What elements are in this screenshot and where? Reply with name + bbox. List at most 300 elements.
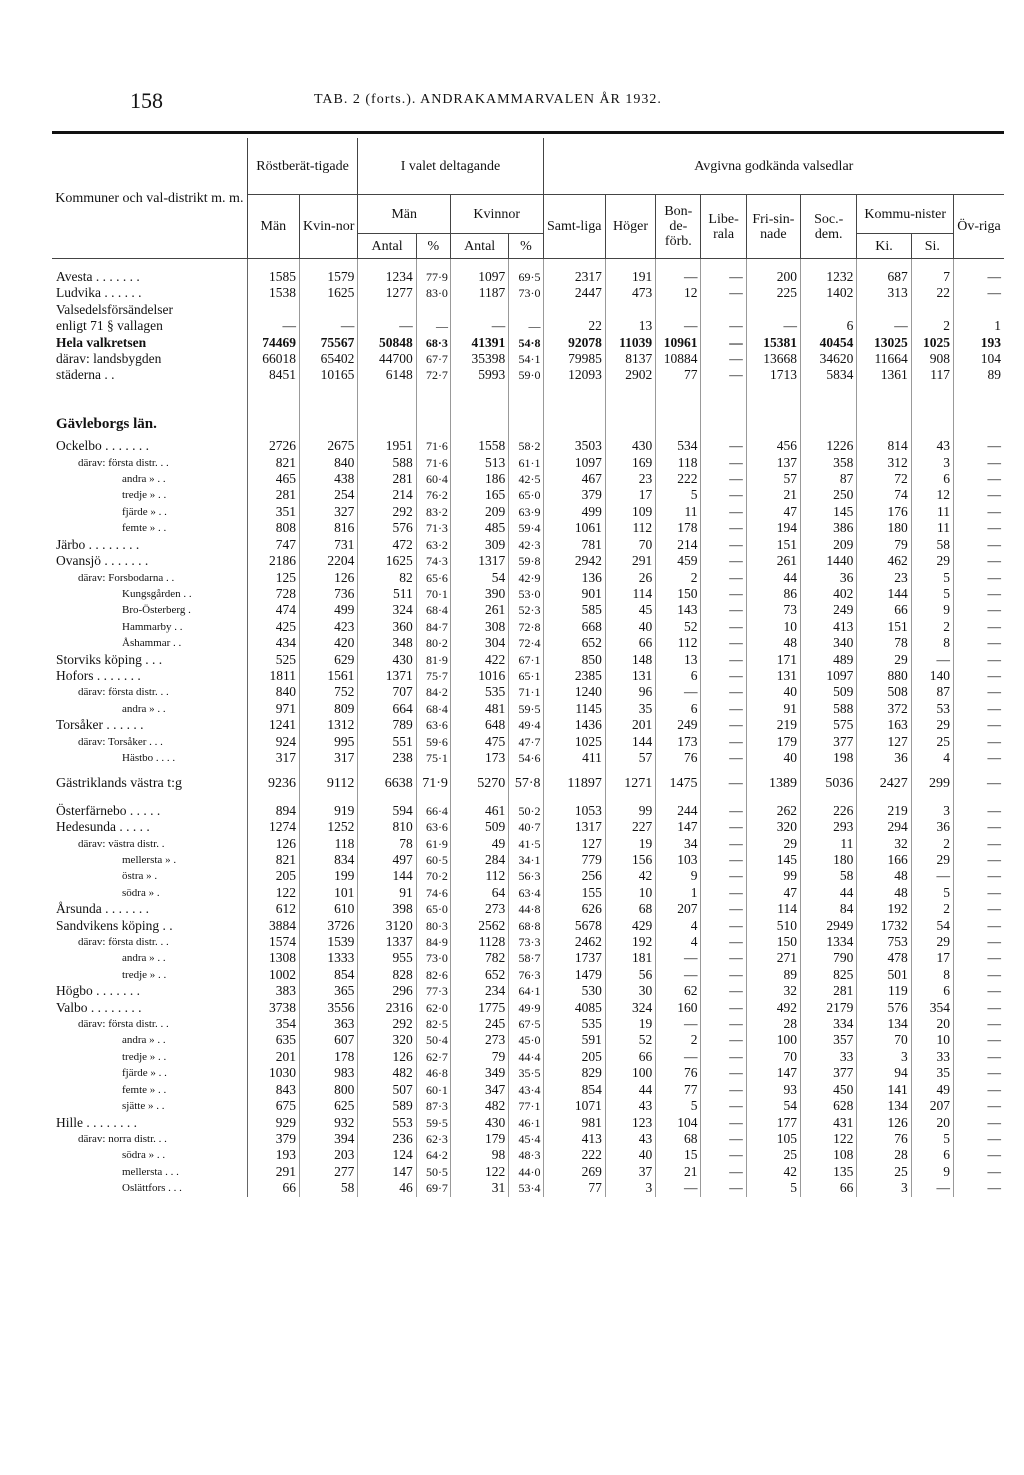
table-cell: 422	[450, 652, 508, 668]
table-cell: 209	[450, 504, 508, 520]
spacer-row	[52, 793, 1004, 803]
table-cell: 214	[656, 537, 701, 553]
table-cell: 58	[300, 1180, 358, 1196]
table-cell: 9	[911, 602, 953, 618]
table-cell: 585	[543, 602, 605, 618]
table-cell: —	[701, 1065, 746, 1081]
table-cell: —	[987, 285, 1001, 301]
table-row	[52, 367, 1004, 383]
table-cell: 456	[746, 438, 800, 454]
table-cell: 1402	[801, 285, 857, 301]
table-cell: 72·7	[416, 367, 450, 383]
table-row	[52, 537, 1004, 553]
table-cell: 66	[605, 635, 655, 651]
table-cell: 205	[543, 1049, 605, 1065]
table-cell: 423	[300, 619, 358, 635]
table-cell: 74·6	[416, 885, 450, 901]
table-cell: 291	[247, 1164, 299, 1180]
table-cell: 354	[247, 1016, 299, 1032]
table-cell: —	[656, 1180, 701, 1196]
table-cell: 459	[656, 553, 701, 569]
table-row	[52, 852, 1004, 868]
table-cell: 1097	[450, 269, 508, 285]
table-cell: 71·6	[416, 455, 450, 471]
table-cell: 854	[300, 967, 358, 983]
table-cell: 1234	[358, 269, 416, 285]
table-cell: —	[701, 1049, 746, 1065]
table-cell: 12093	[543, 367, 605, 383]
table-cell	[358, 406, 416, 438]
table-cell: 1558	[450, 438, 508, 454]
table-cell: 63·9	[509, 504, 543, 520]
table-cell: 117	[911, 367, 953, 383]
table-cell: 2	[656, 570, 701, 586]
table-cell: 9	[911, 1164, 953, 1180]
table-cell: 324	[358, 602, 416, 618]
table-cell: —	[987, 852, 1001, 867]
table-cell: 236	[358, 1131, 416, 1147]
table-cell: 462	[857, 553, 911, 569]
table-cell: 313	[857, 285, 911, 301]
table-row	[52, 1016, 1004, 1032]
table-cell	[746, 302, 800, 318]
col-hoger: Höger	[605, 195, 655, 259]
table-cell: 3	[911, 803, 953, 819]
table-cell: 173	[450, 750, 508, 766]
page-title: TAB. 2 (forts.). ANDRAKAMMARVALEN ÅR 1932.	[314, 92, 662, 107]
table-cell: 81·9	[416, 652, 450, 668]
row-label: Gävleborgs län.	[52, 406, 247, 438]
table-cell: 894	[247, 803, 299, 819]
table-cell: —	[987, 536, 1001, 552]
table-cell: 54	[746, 1098, 800, 1114]
table-cell: 810	[358, 819, 416, 835]
col-ovriga: Öv-riga	[953, 195, 1004, 259]
row-label: Bro-Österberg .	[52, 602, 247, 618]
table-cell: 1389	[746, 776, 800, 792]
table-cell: 126	[300, 570, 358, 586]
table-cell: 23	[857, 570, 911, 586]
table-cell: 413	[543, 1131, 605, 1147]
table-cell: 575	[801, 717, 857, 733]
table-header	[52, 138, 1004, 259]
table-cell: 652	[543, 635, 605, 651]
table-cell: 64	[450, 885, 508, 901]
table-cell: 576	[857, 1000, 911, 1016]
table-cell: 125	[247, 570, 299, 586]
table-cell: 69·7	[416, 1180, 450, 1196]
table-cell: 87	[911, 684, 953, 700]
table-cell: 7	[911, 269, 953, 285]
table-cell: 118	[300, 836, 358, 852]
table-cell: 5993	[450, 367, 508, 383]
table-cell: —	[987, 999, 1001, 1015]
table-cell: 1226	[801, 438, 857, 454]
table-cell: 73	[746, 602, 800, 618]
table-cell	[801, 302, 857, 318]
table-row	[52, 1180, 1004, 1196]
table-row	[52, 668, 1004, 684]
table-cell: —	[450, 318, 508, 334]
table-cell: 829	[543, 1065, 605, 1081]
table-cell: 43	[605, 1131, 655, 1147]
table-cell: 309	[450, 537, 508, 553]
table-cell: —	[987, 1114, 1001, 1130]
table-cell: 816	[300, 520, 358, 536]
table-cell: 66	[801, 1180, 857, 1196]
col-si: Si.	[911, 234, 953, 259]
table-cell: 1	[656, 885, 701, 901]
table-cell: 91	[746, 701, 800, 717]
table-cell: 747	[247, 537, 299, 553]
table-cell: 78	[358, 836, 416, 852]
table-cell: 68·4	[416, 701, 450, 717]
table-cell: 687	[857, 269, 911, 285]
table-cell: 163	[857, 717, 911, 733]
table-cell: 50·4	[416, 1032, 450, 1048]
table-cell: 789	[358, 717, 416, 733]
table-cell: 834	[300, 852, 358, 868]
spacer-row	[52, 384, 1004, 406]
table-cell: 6638	[358, 776, 416, 792]
table-cell: 64·2	[416, 1147, 450, 1163]
table-cell: 84·2	[416, 684, 450, 700]
table-cell: 800	[300, 1082, 358, 1098]
table-cell: 1	[994, 318, 1001, 334]
table-row	[52, 1065, 1004, 1081]
table-cell: 89	[746, 967, 800, 983]
table-cell: 475	[450, 734, 508, 750]
table-cell: 11664	[857, 351, 911, 367]
table-cell: 971	[247, 701, 299, 717]
table-cell: 5	[911, 570, 953, 586]
table-cell: 71·1	[509, 684, 543, 700]
table-cell: 840	[300, 455, 358, 471]
table-cell: 35	[605, 701, 655, 717]
row-label: Avesta . . . . . . .	[52, 269, 247, 285]
table-cell: 44·8	[509, 901, 543, 917]
table-cell: 1561	[300, 668, 358, 684]
table-cell: —	[987, 487, 1001, 503]
table-cell: 530	[543, 983, 605, 999]
col-rostberattigade: Röstberät-tigade	[247, 138, 358, 195]
table-cell: —	[701, 750, 746, 766]
col-antal-2: Antal	[450, 234, 508, 259]
table-cell: 12	[911, 487, 953, 503]
table-cell: 192	[605, 934, 655, 950]
table-cell: 114	[746, 901, 800, 917]
table-cell: 668	[543, 619, 605, 635]
table-cell: 525	[247, 652, 299, 668]
table-cell: 11	[911, 520, 953, 536]
table-cell: —	[987, 1032, 1001, 1048]
row-label: därav: första distr. . .	[52, 684, 247, 700]
table-cell: 101	[300, 885, 358, 901]
table-cell: 67·1	[509, 652, 543, 668]
table-cell: 752	[300, 684, 358, 700]
table-cell: 320	[746, 819, 800, 835]
table-cell: 79	[857, 537, 911, 553]
table-cell: 625	[300, 1098, 358, 1114]
table-cell: 843	[247, 1082, 299, 1098]
col-avgivna: Avgivna godkända valsedlar	[543, 138, 1004, 195]
table-cell: 171	[746, 652, 800, 668]
row-label: andra » . .	[52, 471, 247, 487]
table-cell: —	[987, 1130, 1001, 1146]
table-cell: 809	[300, 701, 358, 717]
table-cell: 122	[801, 1131, 857, 1147]
table-cell: 52	[605, 1032, 655, 1048]
table-cell: 610	[300, 901, 358, 917]
table-cell: 1240	[543, 684, 605, 700]
table-cell: —	[701, 570, 746, 586]
table-cell: 44700	[358, 351, 416, 367]
table-cell: 2902	[605, 367, 655, 383]
table-cell: —	[701, 586, 746, 602]
table-cell: 222	[543, 1147, 605, 1163]
table-cell: —	[701, 684, 746, 700]
table-cell: 3	[605, 1180, 655, 1196]
table-cell: —	[987, 917, 1001, 933]
table-cell: —	[701, 504, 746, 520]
table-cell: 181	[605, 950, 655, 966]
table-cell: 100	[746, 1032, 800, 1048]
page-number: 158	[130, 88, 163, 113]
table-cell: 284	[450, 852, 508, 868]
table-cell: 1312	[300, 717, 358, 733]
table-cell: 61·1	[509, 455, 543, 471]
table-cell: —	[746, 318, 800, 334]
table-cell: 84	[801, 901, 857, 917]
table-cell: 244	[656, 803, 701, 819]
table-cell: 15	[656, 1147, 701, 1163]
table-cell: 467	[543, 471, 605, 487]
table-row	[52, 750, 1004, 766]
table-cell: 2447	[543, 285, 605, 301]
table-cell: 53	[911, 701, 953, 717]
table-cell: 179	[450, 1131, 508, 1147]
table-cell: 1334	[801, 934, 857, 950]
table-cell: 6	[911, 471, 953, 487]
table-cell: 96	[605, 684, 655, 700]
table-cell: 66018	[247, 351, 299, 367]
table-cell: 22	[543, 318, 605, 334]
table-cell: 626	[543, 901, 605, 917]
table-cell: 144	[605, 734, 655, 750]
table-cell	[857, 406, 911, 438]
table-cell: 1030	[247, 1065, 299, 1081]
table-cell: 821	[247, 852, 299, 868]
table-cell: 854	[543, 1082, 605, 1098]
table-cell: —	[987, 1163, 1001, 1179]
table-cell: 10165	[300, 367, 358, 383]
table-cell: 434	[247, 635, 299, 651]
row-label: därav: första distr. . .	[52, 934, 247, 950]
table-cell: 72	[857, 471, 911, 487]
table-cell: 80·2	[416, 635, 450, 651]
table-cell: 52	[656, 619, 701, 635]
table-cell: 77	[656, 367, 701, 383]
table-body	[52, 259, 1004, 1197]
table-cell	[416, 406, 450, 438]
table-cell: 753	[857, 934, 911, 950]
table-cell	[801, 406, 857, 438]
table-cell: 1539	[300, 934, 358, 950]
table-cell: 10	[911, 1032, 953, 1048]
table-cell: 58·7	[509, 950, 543, 966]
table-cell: 36	[911, 819, 953, 835]
table-cell: 201	[605, 717, 655, 733]
table-cell: 63·2	[416, 537, 450, 553]
table-row	[52, 302, 1004, 318]
table-cell: 1333	[300, 950, 358, 966]
row-label: Hedesunda . . . . .	[52, 819, 247, 835]
table-cell: —	[701, 471, 746, 487]
table-row	[52, 1098, 1004, 1114]
table-cell: 5036	[801, 776, 857, 792]
table-cell: —	[656, 950, 701, 966]
row-label: södra » . .	[52, 1147, 247, 1163]
table-cell: 141	[857, 1082, 911, 1098]
table-cell: 176	[857, 504, 911, 520]
table-cell: —	[911, 1180, 953, 1196]
table-cell: 89	[987, 367, 1001, 383]
table-row	[52, 553, 1004, 569]
table-cell: 35398	[450, 351, 508, 367]
table-row	[52, 520, 1004, 536]
table-cell: 2	[911, 901, 953, 917]
table-cell: 481	[450, 701, 508, 717]
table-cell: 1625	[300, 285, 358, 301]
table-row	[52, 406, 1004, 438]
table-cell: 126	[857, 1115, 911, 1131]
row-label: städerna . .	[52, 367, 247, 383]
table-cell: 377	[801, 734, 857, 750]
table-row	[52, 1147, 1004, 1163]
table-cell: 10	[605, 885, 655, 901]
table-cell: 50·5	[416, 1164, 450, 1180]
table-cell: 147	[656, 819, 701, 835]
table-cell: 194	[746, 520, 800, 536]
table-cell: —	[701, 537, 746, 553]
table-cell: 386	[801, 520, 857, 536]
row-label: tredje » . .	[52, 487, 247, 503]
table-cell: 80·3	[416, 918, 450, 934]
table-cell: 112	[605, 520, 655, 536]
table-row	[52, 803, 1004, 819]
table-cell: 5270	[450, 776, 508, 792]
table-cell: 501	[857, 967, 911, 983]
table-cell: 70·1	[416, 586, 450, 602]
row-label: Oslättfors . . .	[52, 1180, 247, 1196]
table-cell: 147	[746, 1065, 800, 1081]
table-cell: 431	[801, 1115, 857, 1131]
table-cell: —	[987, 966, 1001, 982]
table-cell: 594	[358, 803, 416, 819]
table-cell: 59·8	[509, 553, 543, 569]
table-cell: 48·3	[509, 1147, 543, 1163]
table-cell: —	[987, 776, 1001, 792]
table-cell: 44·4	[509, 1049, 543, 1065]
table-cell: —	[701, 1115, 746, 1131]
table-cell	[605, 406, 655, 438]
table-cell: 292	[358, 1016, 416, 1032]
table-cell: 46·1	[509, 1115, 543, 1131]
table-cell: 49	[911, 1082, 953, 1098]
table-cell: 429	[605, 918, 655, 934]
table-row	[52, 269, 1004, 285]
table-cell: 808	[247, 520, 299, 536]
table-cell: 1016	[450, 668, 508, 684]
table-cell: 6	[656, 701, 701, 717]
table-cell: —	[701, 351, 746, 367]
table-cell: 65·6	[416, 570, 450, 586]
table-cell	[509, 406, 543, 438]
table-cell: 430	[450, 1115, 508, 1131]
table-cell: 1145	[543, 701, 605, 717]
table-cell: —	[509, 318, 543, 334]
table-row	[52, 504, 1004, 520]
table-cell: 351	[247, 504, 299, 520]
table-cell: 4	[911, 750, 953, 766]
table-cell: 273	[450, 1032, 508, 1048]
table-cell: 8	[911, 635, 953, 651]
spacer-row	[52, 259, 1004, 270]
table-cell: —	[701, 1098, 746, 1114]
table-cell: 1071	[543, 1098, 605, 1114]
table-cell: 394	[300, 1131, 358, 1147]
row-label: Hammarby . .	[52, 619, 247, 635]
table-cell: 576	[358, 520, 416, 536]
table-cell: 1775	[450, 1000, 508, 1016]
table-cell: 92078	[543, 335, 605, 351]
col-pct-2: %	[509, 234, 543, 259]
table-cell: 1951	[358, 438, 416, 454]
table-row	[52, 967, 1004, 983]
table-cell: 1274	[247, 819, 299, 835]
table-row	[52, 1164, 1004, 1180]
table-row	[52, 619, 1004, 635]
table-cell: 924	[247, 734, 299, 750]
table-cell: 108	[801, 1147, 857, 1163]
table-cell: 134	[857, 1098, 911, 1114]
table-cell: 2	[911, 836, 953, 852]
table-cell: —	[987, 884, 1001, 900]
table-cell: 478	[857, 950, 911, 966]
table-cell: 10	[746, 619, 800, 635]
table-cell: 12	[656, 285, 701, 301]
table-cell: 144	[857, 586, 911, 602]
table-cell: —	[987, 802, 1001, 818]
table-cell: 1585	[247, 269, 299, 285]
table-cell: 6	[911, 1147, 953, 1163]
col-man-deltagande: Män	[358, 195, 451, 234]
table-cell: 75·1	[416, 750, 450, 766]
table-cell: —	[987, 819, 1001, 835]
table-cell: 73·3	[509, 934, 543, 950]
table-cell: —	[300, 318, 358, 334]
table-cell: 3556	[300, 1000, 358, 1016]
table-cell: 510	[746, 918, 800, 934]
table-row	[52, 471, 1004, 487]
table-cell: 3	[857, 1180, 911, 1196]
table-cell: —	[701, 285, 746, 301]
table-cell: 3884	[247, 918, 299, 934]
table-cell: 143	[656, 602, 701, 618]
table-cell: —	[987, 585, 1001, 601]
table-cell: 299	[911, 776, 953, 792]
table-cell: 1475	[656, 776, 701, 792]
